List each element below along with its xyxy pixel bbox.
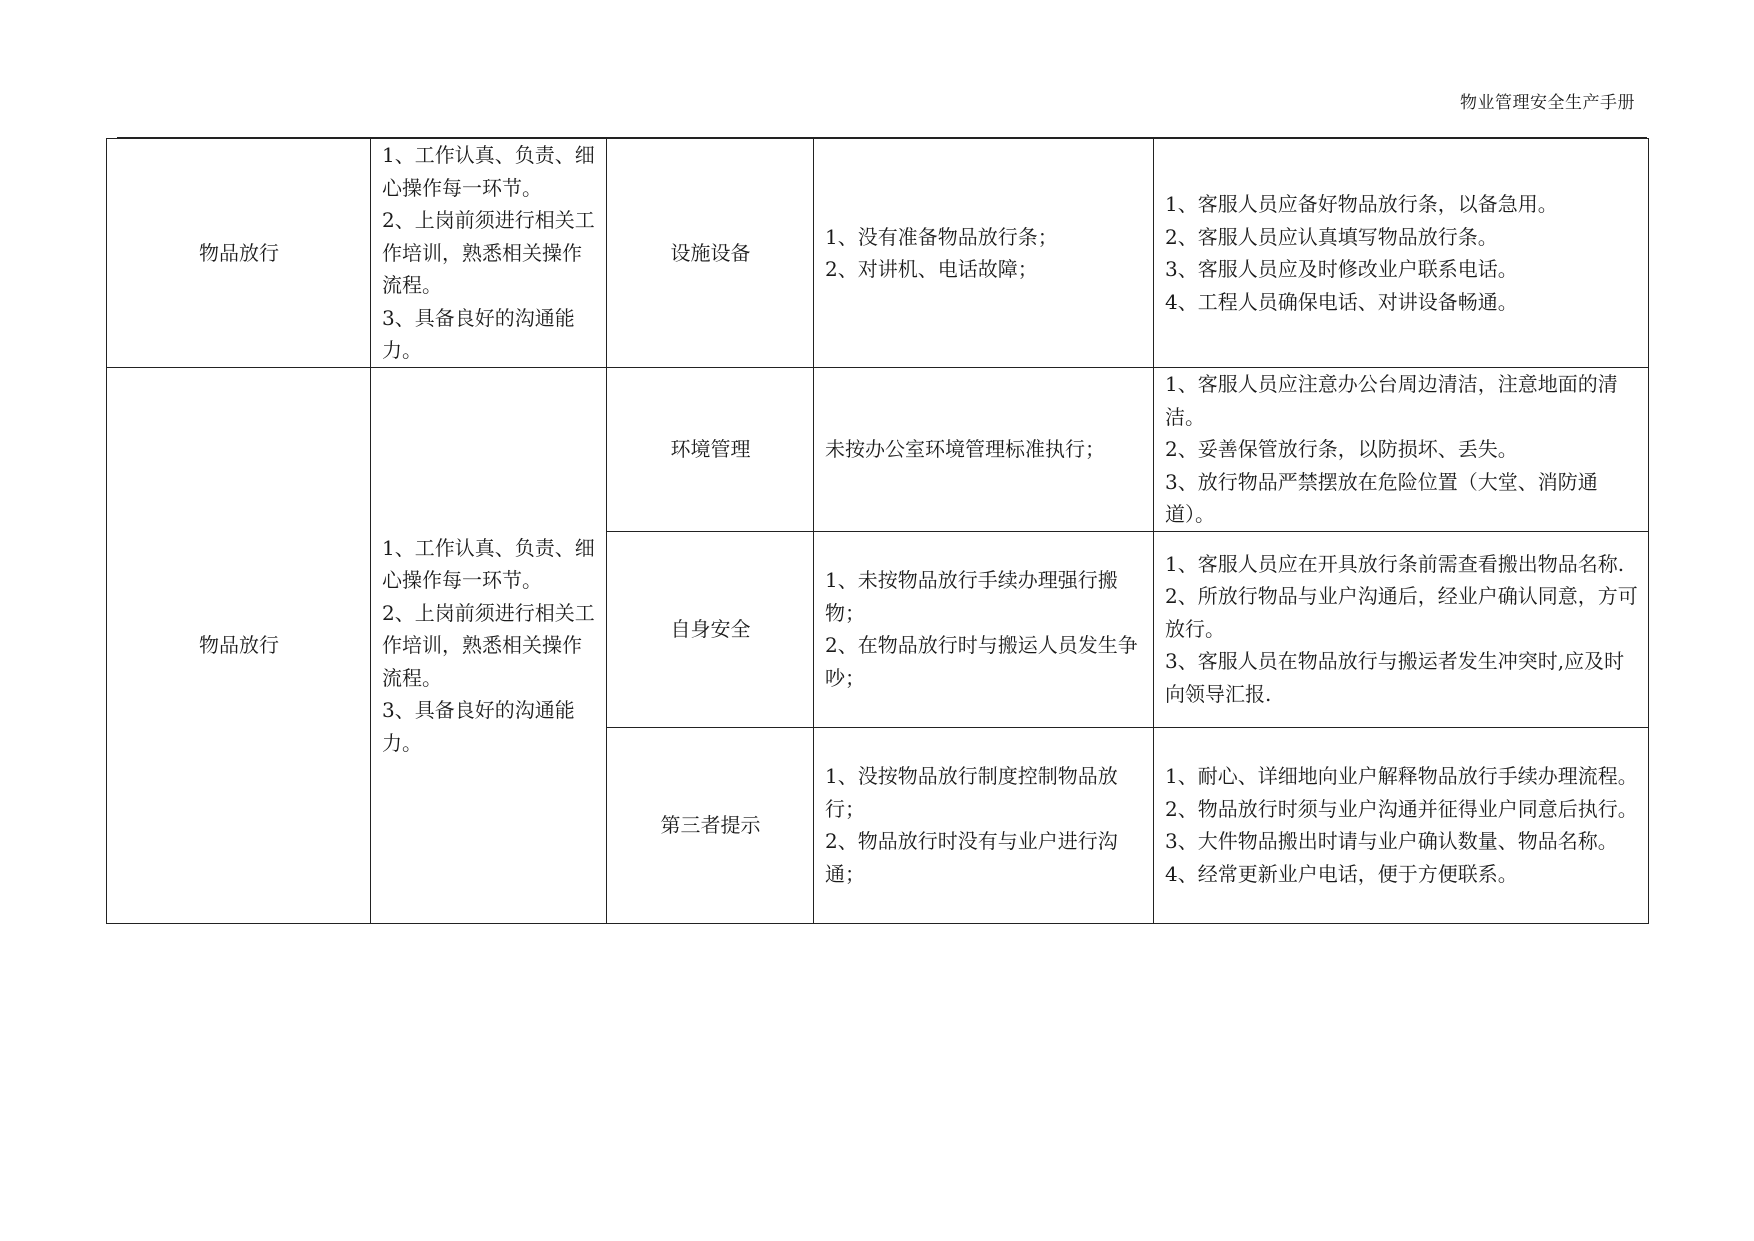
risk-cell	[814, 531, 1154, 727]
risk-line: 1、没按物品放行制度控制物品放行；	[825, 764, 1118, 821]
measure-line: 1、客服人员应注意办公台周边清洁，注意地面的清洁。	[1165, 372, 1618, 429]
safety-risk-table	[106, 138, 1649, 924]
measure-line: 2、物品放行时须与业户沟通并征得业户同意后执行。	[1165, 796, 1638, 821]
measure-line: 1、客服人员应备好物品放行条，以备急用。	[1165, 192, 1558, 216]
risk-cell	[814, 139, 1154, 368]
item-cell: 物品放行	[107, 139, 371, 368]
measure-cell	[1154, 531, 1649, 727]
running-header-title: 物业管理安全生产手册	[1460, 93, 1635, 113]
risk-line: 2、物品放行时没有与业户进行沟通；	[825, 829, 1118, 886]
measure-line: 3、放行物品严禁摆放在危险位置（大堂、消防通道）。	[1165, 469, 1598, 526]
measure-line: 3、客服人员在物品放行与搬运者发生冲突时,应及时向领导汇报.	[1165, 649, 1625, 706]
measure-cell	[1154, 727, 1649, 923]
risk-cell	[814, 727, 1154, 923]
risk-line: 1、没有准备物品放行条；	[825, 224, 1058, 249]
risk-line: 2、在物品放行时与搬运人员发生争吵；	[825, 633, 1138, 690]
measure-line: 3、客服人员应及时修改业户联系电话。	[1165, 257, 1518, 281]
category-cell: 设施设备	[607, 139, 814, 368]
table-row	[107, 368, 1649, 532]
requirement-cell	[371, 368, 607, 924]
item-cell: 物品放行	[107, 368, 371, 924]
risk-line: 2、对讲机、电话故障；	[825, 257, 1038, 281]
requirement-line: 3、具备良好的沟通能力。	[382, 305, 575, 363]
requirement-line: 1、工作认真、负责、细心操作每一环节。	[382, 535, 595, 592]
requirement-line: 1、工作认真、负责、细心操作每一环节。	[382, 143, 595, 200]
requirement-cell	[371, 139, 607, 368]
requirement-line: 3、具备良好的沟通能力。	[382, 698, 575, 755]
risk-line: 1、未按物品放行手续办理强行搬物；	[825, 568, 1118, 625]
risk-line: 未按办公室环境管理标准执行；	[825, 437, 1105, 461]
measure-line: 1、耐心、详细地向业户解释物品放行手续办理流程。	[1165, 764, 1638, 788]
table-row	[107, 139, 1649, 368]
category-cell: 环境管理	[607, 368, 814, 532]
measure-line: 2、妥善保管放行条，以防损坏、丢失。	[1165, 437, 1518, 461]
measure-line: 4、经常更新业户电话，便于方便联系。	[1165, 861, 1518, 886]
category-cell: 第三者提示	[607, 727, 814, 923]
measure-line: 4、工程人员确保电话、对讲设备畅通。	[1165, 289, 1518, 314]
risk-cell	[814, 368, 1154, 532]
requirement-line: 2、上岗前须进行相关工作培训，熟悉相关操作流程。	[382, 208, 595, 298]
measure-line: 2、所放行物品与业户沟通后，经业户确认同意，方可放行。	[1165, 584, 1638, 641]
measure-line: 3、大件物品搬出时请与业户确认数量、物品名称。	[1165, 829, 1618, 853]
measure-cell	[1154, 368, 1649, 532]
measure-line: 1、客服人员应在开具放行条前需查看搬出物品名称.	[1165, 551, 1625, 576]
measure-line: 2、客服人员应认真填写物品放行条。	[1165, 224, 1498, 249]
measure-cell	[1154, 139, 1649, 368]
category-cell: 自身安全	[607, 531, 814, 727]
requirement-line: 2、上岗前须进行相关工作培训，熟悉相关操作流程。	[382, 600, 595, 690]
